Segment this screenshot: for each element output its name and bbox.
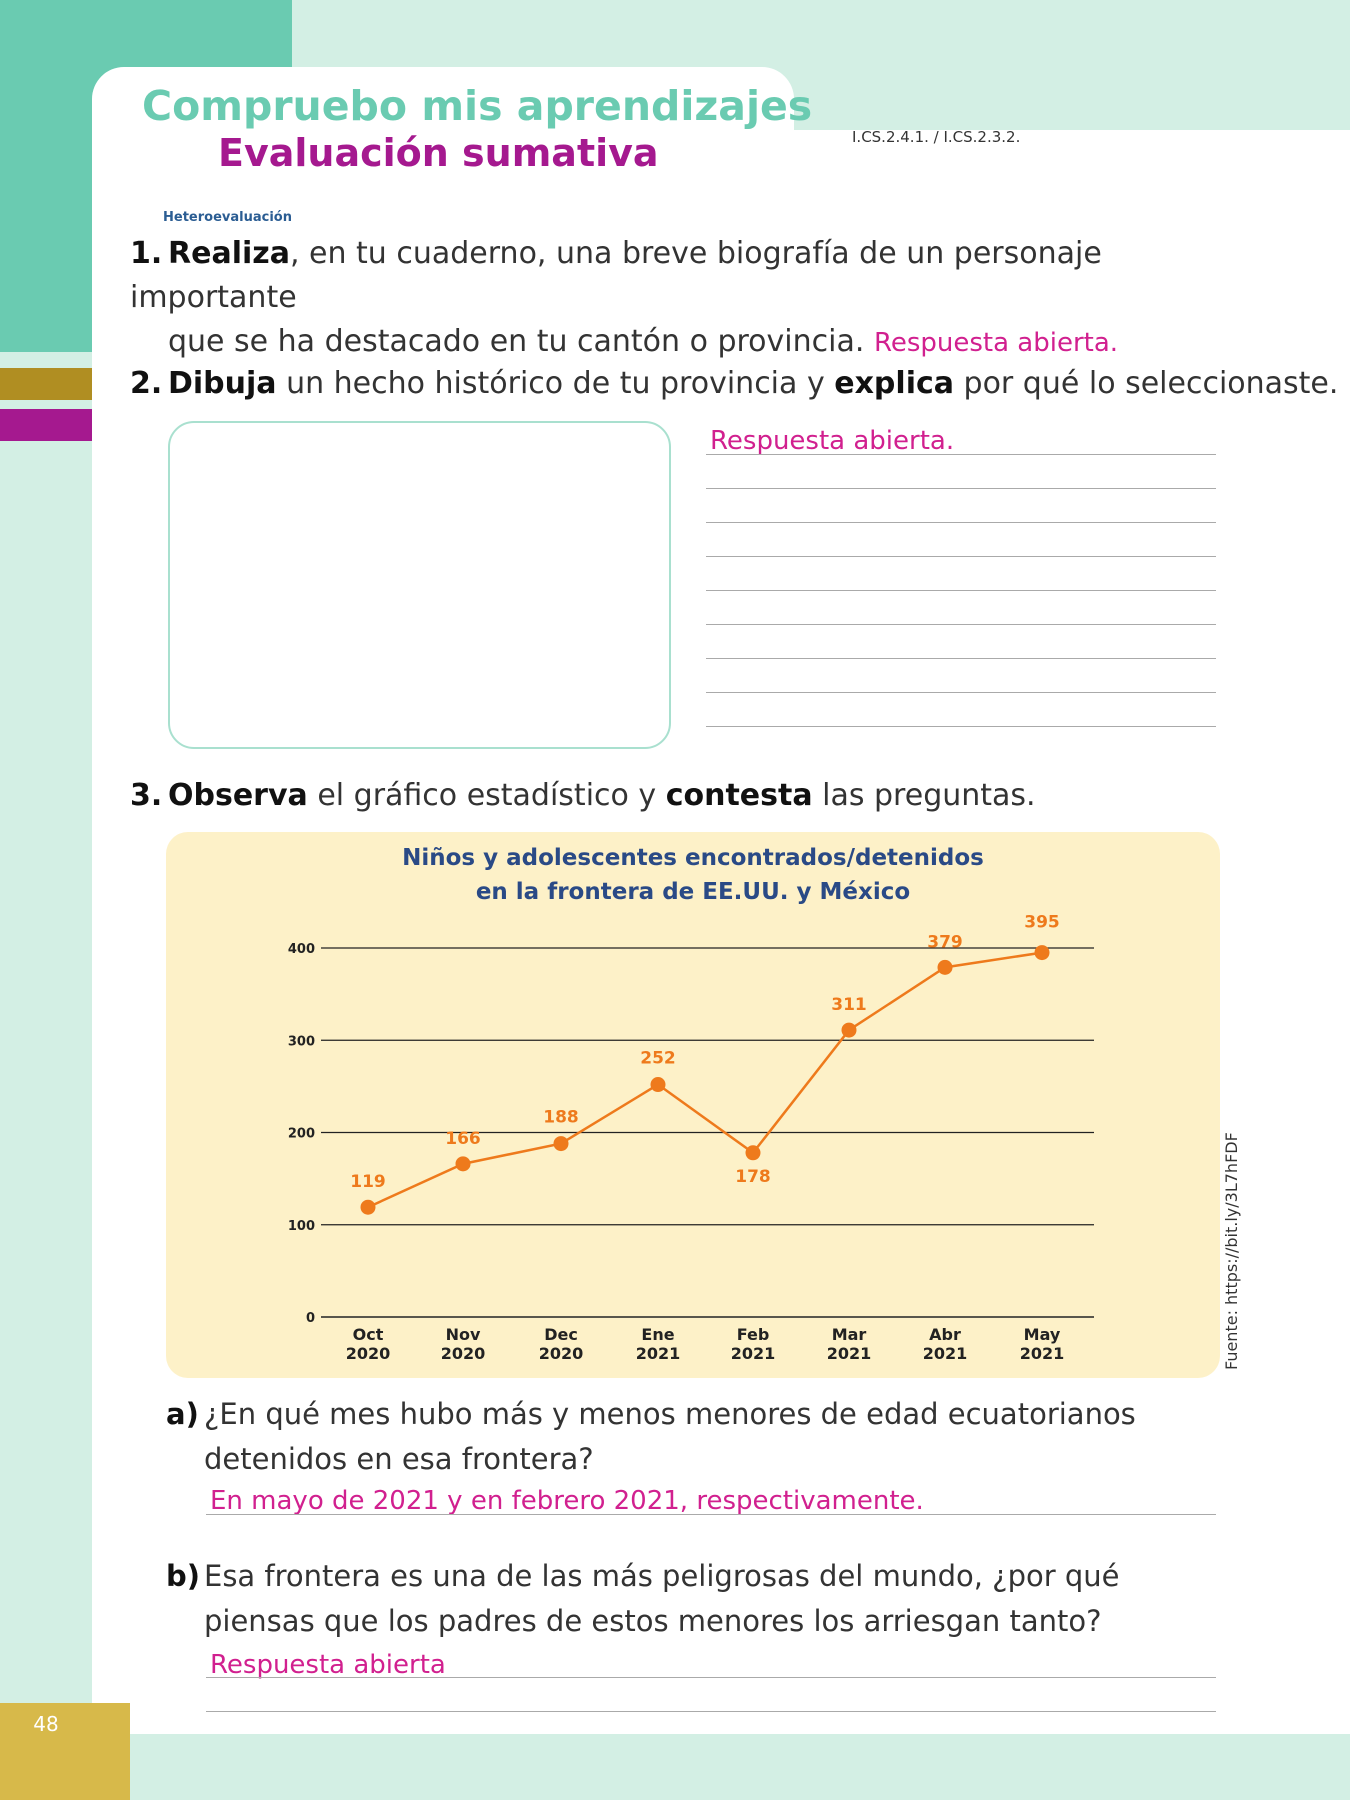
page-subtitle: Evaluación sumativa — [218, 131, 659, 175]
data-label: 252 — [640, 1048, 676, 1069]
y-tick-label: 0 — [305, 1311, 315, 1326]
x-tick-label: 2021 — [922, 1344, 968, 1363]
x-tick-label: Oct — [352, 1325, 384, 1344]
x-tick-label: 2021 — [826, 1344, 872, 1363]
x-tick-label: 2020 — [538, 1344, 584, 1363]
x-tick-label: May — [1023, 1325, 1061, 1344]
x-tick-label: Mar — [831, 1325, 867, 1344]
y-tick-label: 100 — [287, 1218, 315, 1234]
chart-title: Niños y adolescentes encontrados/detenidos — [402, 845, 984, 871]
data-label: 188 — [543, 1107, 579, 1128]
x-tick-label: 2021 — [635, 1344, 681, 1363]
data-point — [1035, 945, 1050, 960]
page-title: Compruebo mis aprendizajes — [142, 82, 813, 130]
question-verb: contesta — [665, 778, 813, 813]
writing-line[interactable] — [706, 522, 1216, 523]
magenta-tab — [0, 409, 92, 441]
question-text: Esa frontera es una de las más peligrosas del mundo, ¿por qué — [204, 1559, 1120, 1593]
writing-line[interactable] — [706, 692, 1216, 693]
question-2 — [130, 362, 1339, 406]
data-label: 311 — [831, 995, 867, 1016]
answer-text: Respuesta abierta. — [873, 328, 1119, 358]
indicator-codes: I.CS.2.4.1. / I.CS.2.3.2. — [852, 128, 1021, 146]
x-tick-label: 2021 — [1019, 1344, 1065, 1363]
data-label: 119 — [350, 1172, 386, 1193]
data-label: 166 — [445, 1128, 481, 1149]
question-verb: Dibuja — [168, 366, 277, 401]
subquestion-letter: a) — [166, 1397, 199, 1431]
question-1 — [130, 232, 1260, 365]
y-tick-label: 300 — [287, 1034, 315, 1050]
writing-line[interactable] — [706, 726, 1216, 727]
question-number: 1. — [130, 236, 163, 271]
chart-title: en la frontera de EE.UU. y México — [475, 879, 911, 905]
data-point — [938, 960, 953, 975]
x-tick-label: 2020 — [345, 1344, 391, 1363]
question-number: 2. — [130, 366, 163, 401]
question-verb: Observa — [168, 778, 308, 813]
data-label: 178 — [735, 1166, 771, 1187]
question-text: las preguntas. — [812, 778, 1036, 813]
question-verb: explica — [834, 366, 954, 401]
writing-line[interactable] — [206, 1677, 1216, 1678]
question-text: que se ha destacado en tu cantón o provincia. — [168, 324, 865, 359]
question-text: piensas que los padres de estos menores los arriesgan tanto? — [204, 1604, 1102, 1638]
question-text: detenidos en esa frontera? — [204, 1442, 594, 1476]
writing-line[interactable] — [706, 488, 1216, 489]
data-point — [554, 1136, 569, 1151]
writing-line[interactable] — [706, 556, 1216, 557]
question-text: el gráfico estadístico y — [307, 778, 666, 813]
y-tick-label: 200 — [287, 1126, 315, 1142]
olive-tab — [0, 368, 92, 400]
x-tick-label: Ene — [641, 1325, 675, 1344]
data-point — [651, 1077, 666, 1092]
subquestion-a — [166, 1392, 1256, 1482]
page-number: 48 — [33, 1712, 59, 1736]
subquestion-b — [166, 1554, 1256, 1644]
chart-source: Fuente: https://bit.ly/3L7hFDF — [1222, 1132, 1241, 1370]
question-text: un hecho histórico de tu provincia y — [276, 366, 835, 401]
question-text: por qué lo seleccionaste. — [954, 366, 1339, 401]
writing-line[interactable] — [206, 1514, 1216, 1515]
question-verb: Realiza — [168, 236, 290, 271]
question-3 — [130, 774, 1036, 818]
data-label: 379 — [927, 932, 963, 953]
drawing-box[interactable] — [168, 421, 671, 749]
evaluation-type: Heteroevaluación — [163, 210, 292, 225]
x-tick-label: Nov — [445, 1325, 481, 1344]
answer-text: Respuesta abierta — [210, 1650, 446, 1680]
x-tick-label: 2021 — [730, 1344, 776, 1363]
line-chart — [166, 832, 1220, 1378]
answer-text: Respuesta abierta. — [710, 426, 955, 456]
data-point — [746, 1145, 761, 1160]
y-tick-label: 400 — [287, 942, 315, 957]
writing-line[interactable] — [206, 1711, 1216, 1712]
x-tick-label: Abr — [929, 1325, 961, 1344]
question-text: , en tu cuaderno, una breve biografía de un personaje importante — [130, 236, 1102, 315]
writing-line[interactable] — [706, 454, 1216, 455]
data-point — [456, 1156, 471, 1171]
question-number: 3. — [130, 778, 163, 813]
x-tick-label: 2020 — [440, 1344, 486, 1363]
answer-text: En mayo de 2021 y en febrero 2021, respectivamente. — [210, 1486, 924, 1516]
question-text: ¿En qué mes hubo más y menos menores de edad ecuatorianos — [204, 1397, 1136, 1431]
writing-line[interactable] — [706, 590, 1216, 591]
data-point — [842, 1023, 857, 1038]
x-tick-label: Dec — [544, 1325, 578, 1344]
data-point — [361, 1200, 376, 1215]
x-tick-label: Feb — [736, 1325, 770, 1344]
series-line — [368, 953, 1042, 1208]
writing-line[interactable] — [706, 624, 1216, 625]
subquestion-letter: b) — [166, 1559, 201, 1593]
data-label: 395 — [1024, 912, 1060, 933]
writing-line[interactable] — [706, 658, 1216, 659]
